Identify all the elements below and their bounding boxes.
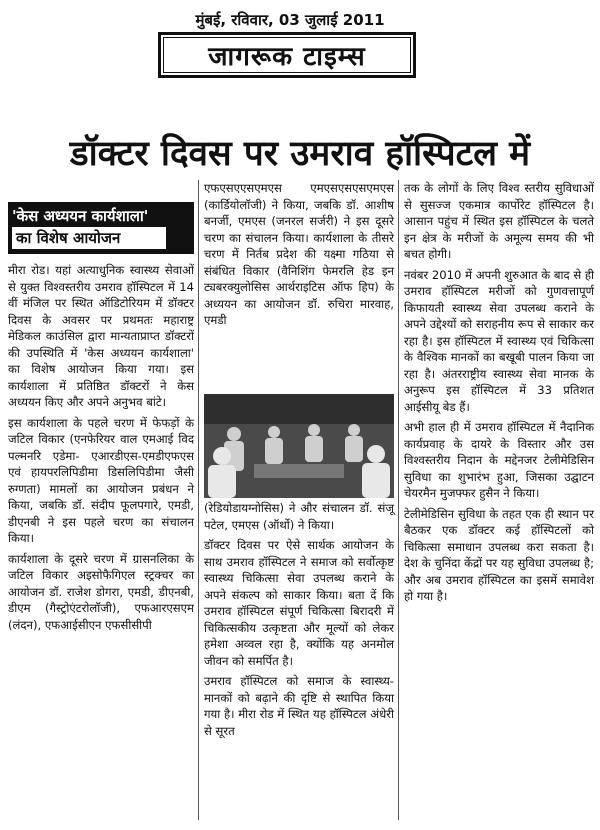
paragraph: उमराव हॉस्पिटल को समाज के स्वास्थ्य-मानकों को बढ़ाने की दृष्टि से स्थापित किया गया है। मीरा रोड में स्थित यह हॉस्पिटल अंधेरी से सूरत [204,674,394,738]
paragraph: मीरा रोड। यहां अत्याधुनिक स्वास्थ्य सेवाओं से युक्त विश्वस्तरीय उमराव हॉस्पिटल में 14 वीं मंजिल पर स्थित ऑडिटोरियम में डॉक्टर दिवस के अवसर पर प्रथमतः महाराष्ट्र मेडिकल काउंसिल द्वारा मान्यताप्राप्त डॉक्टरों की उपस्थिति में 'केस अध्ययन कार्यशाला' का विशेष आयोजन किया गया। इस कार्यशाला में प्रतिष्ठित डॉक्टरों ने केस अध्ययन किए और अपने अनुभव बांटे। [8,263,194,409]
event-photo-drawing [204,394,394,498]
newspaper-masthead: जागरूक टाइम्स [158,32,416,78]
dateline: मुंबई, रविवार, 03 जुलाई 2011 [195,11,385,29]
event-photo [204,394,394,498]
paragraph: कार्यशाला के दूसरे चरण में ग्रासनलिका के जटिल विकार अइसोफैगिएल स्ट्रक्चर का आयोजन डॉ. राजेश डोगरा, एमडी, डीएनबी, डीएम (गैस्ट्रोएंटरोलॉजी), एफआरएसएम (लंदन), एफआईसीएन एफसीसीपी [8,551,194,632]
article-column-2-continued [204,500,394,743]
subheading-box [8,202,194,254]
article-headline: डॉक्टर दिवस पर उमराव हॉस्पिटल में [69,134,531,174]
column-divider [198,180,199,820]
paragraph: तक के लोगों के लिए विश्व स्तरीय सुविधाओं से सुसज्ज एकमात्र कार्पोरेट हॉस्पिटल है। आसान पहुंच में स्थित इस हॉस्पिटल के चलते इन क्षेत्र के मरीजों के अमूल्य समय की भी बचत होगी। [404,181,594,261]
paragraph: इस कार्यशाला के पहले चरण में फेफड़ों के जटिल विकार (एनफेरियर वाल एमआई विद पल्मनरि एडेमा- एआरडीएस-एमडीएफएस एवं हायपरलिपिडीमा डिसलिपिडीमा जैसी रुग्णता) मामलों का आयोजन प्रबंधन ने किया, जबकि डॉ. संदीप फूलपगारे, एमडी, डीएनबी ने इस पहले चरण का संचालन किया। [8,415,194,545]
paragraph: एफएसएएसएमएस एमएसएसएसएमएस (कार्डियोलॉजी) ने किया, जबकि डॉ. आशीष बनर्जी, एमएस (जनरल सर्जरी) ने इस दूसरे चरण का संचालन किया। कार्यशाला के तीसरे चरण में निर्तब प्रदेश की यक्ष्मा गठिया से संबंधित विकार (वैनिशिंग फेमरलि हेड इन ट्यबरक्युलोसिस आर्थराइटिस ऑफ हिप) के अध्ययन का आयोजन डॉ. रुचिरा मारवाह, एमडी [204,181,394,327]
paragraph: अभी हाल ही में उमराव हॉस्पिटल में नैदानिक कार्यप्रवाह के दायरे के विस्तार और उस विश्वस्तरीय निदान के मद्देनजर टेलीमेडिसिन सुविधा का शुभारंभ हुआ, जिसका उद्घाटन चेयरमैन मुजफ्फर हुसैन ने किया। [404,420,594,500]
paragraph: डॉक्टर दिवस पर ऐसे सार्थक आयोजन के साथ उमराव हॉस्पिटल ने समाज को सर्वोत्कृष्ट स्वास्थ्य चिकित्सा सेवा उपलब्ध कराने के अपने संकल्प को साकार किया। बता दें कि उमराव हॉस्पिटल संपूर्ण चिकित्सा बिरादरी में चिकित्सकीय उत्कृष्टता और मूल्यों को लेकर हमेशा अव्वल रहा है, क्योंकि यह अनमोल जीवन को समर्पित है। [204,538,394,668]
article-column-3 [404,180,594,609]
subheading-line-1: 'केस अध्ययन कार्यशाला' [12,207,149,225]
article-column-1 [8,262,194,637]
paragraph: (रेडियोडायग्नोसिस) ने और संचालन डॉ. संजू पटेल, एमएस (ऑर्थो) ने किया। [204,501,394,532]
article-column-2 [204,180,394,333]
paragraph: नवंबर 2010 में अपनी शुरुआत के बाद से ही उमराव हॉस्पिटल मरीजों को गुणवत्तापूर्ण किफायती स्वास्थ्य सेवा उपलब्ध कराने के अपने उद्देश्यों को सराहनीय रूप से साकार कर रहा है। इस हॉस्पिटल में स्वास्थ्य एवं चिकित्सा के वैश्विक मानकों का बखूबी पालन किया जा रहा है। अंतरराष्ट्रीय स्वास्थ्य सेवा मानक के अनुरूप इस हॉस्पिटल में 33 प्रतिशत आईसीयू बेड हैं। [404,267,594,414]
column-divider [398,180,399,820]
paragraph: टेलीमेडिसिन सुविधा के तहत एक ही स्थान पर बैठकर एक डॉक्टर कई हॉस्पिटलों को चिकित्सा समाधान उपलब्ध करा सकता है। देश के चुनिंदा केंद्रों पर यह सुविधा उपलब्ध है; और अब उमराव हॉस्पिटल का इसमें समावेश हो गया है। [404,506,594,603]
subheading-line-2: का विशेष आयोजन [12,227,166,249]
